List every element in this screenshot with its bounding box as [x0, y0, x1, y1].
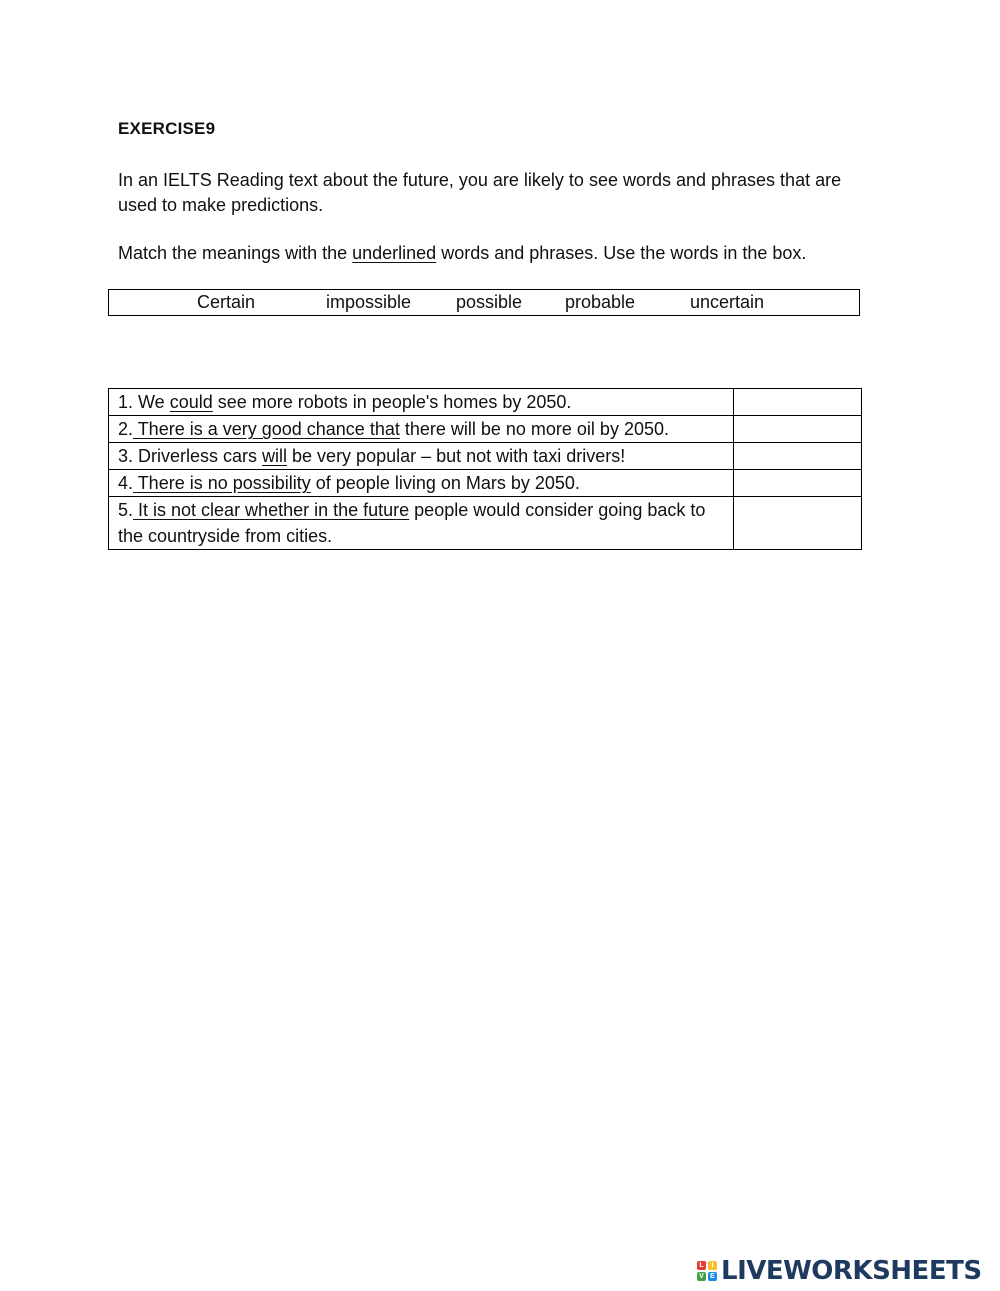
- answer-cell[interactable]: [734, 470, 862, 497]
- instruction-underlined-word: underlined: [352, 243, 437, 263]
- item-text: people would consider going back to the countryside from cities.: [118, 500, 706, 546]
- logo-letter-v: V: [697, 1272, 706, 1281]
- answer-cell[interactable]: [734, 389, 862, 416]
- logo-letter-e: E: [708, 1272, 717, 1281]
- item-sentence: [109, 389, 734, 416]
- item-sentence: [109, 470, 734, 497]
- brand-name: LIVEWORKSHEETS: [721, 1256, 982, 1286]
- table-row: [109, 443, 862, 470]
- word-option: uncertain: [690, 292, 765, 312]
- item-text: 5.: [118, 500, 134, 520]
- table-row: [109, 389, 862, 416]
- word-option: possible: [456, 292, 523, 312]
- answer-cell[interactable]: [734, 443, 862, 470]
- item-text: 2.: [118, 419, 134, 439]
- exercise-title: EXERCISE9: [118, 119, 216, 138]
- item-text: 3. Driverless cars: [118, 446, 263, 466]
- item-text: there will be no more oil by 2050.: [399, 419, 669, 439]
- item-text: be very popular – but not with taxi drivers!: [287, 446, 626, 466]
- item-sentence: [109, 497, 734, 550]
- answer-cell[interactable]: [734, 497, 862, 550]
- table-row: [109, 497, 862, 550]
- items-table: [108, 388, 862, 550]
- table-row: [109, 470, 862, 497]
- item-text: of people living on Mars by 2050.: [310, 473, 580, 493]
- liveworksheets-logo: [697, 1256, 982, 1286]
- answer-cell[interactable]: [734, 416, 862, 443]
- word-option: impossible: [326, 292, 412, 312]
- logo-letter-l: L: [697, 1261, 706, 1270]
- item-sentence: [109, 443, 734, 470]
- item-text: see more robots in people's homes by 2050.: [212, 392, 572, 412]
- item-text: 1. We: [118, 392, 170, 412]
- instruction-paragraph: [118, 241, 898, 266]
- intro-paragraph: In an IELTS Reading text about the future, you are likely to see words and phrases that are used to make predictions.: [118, 170, 842, 215]
- item-underlined: could: [169, 392, 213, 412]
- instruction-text-after: words and phrases. Use the words in the box.: [436, 243, 807, 263]
- item-underlined: There is a very good chance that: [133, 419, 400, 439]
- item-underlined: will: [262, 446, 288, 466]
- word-option: probable: [565, 292, 636, 312]
- instruction-text-before: Match the meanings with the: [118, 243, 353, 263]
- item-sentence: [109, 416, 734, 443]
- table-row: [109, 416, 862, 443]
- logo-mark-icon: [697, 1261, 717, 1281]
- item-underlined: It is not clear whether in the future: [133, 500, 410, 520]
- word-option: Certain: [197, 292, 256, 312]
- word-box: [108, 289, 860, 316]
- logo-letter-i: I: [708, 1261, 717, 1270]
- item-underlined: There is no possibility: [133, 473, 311, 493]
- item-text: 4.: [118, 473, 134, 493]
